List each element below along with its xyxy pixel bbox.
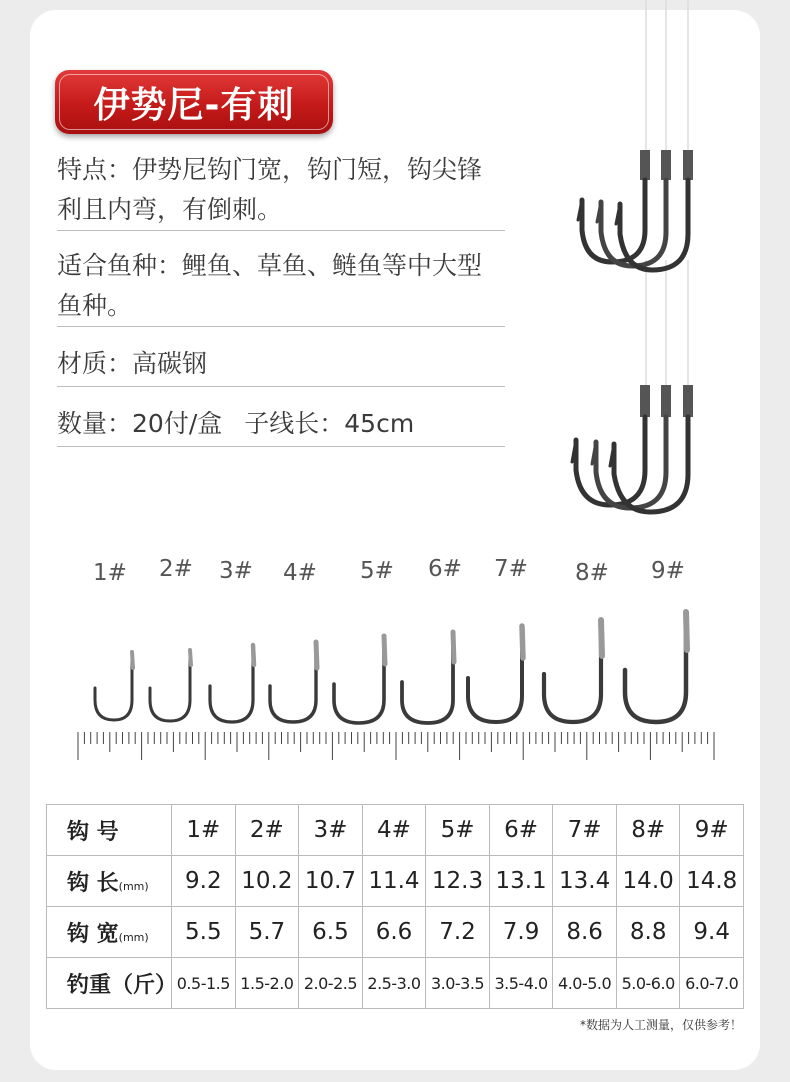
hook-icon: [597, 150, 671, 266]
hook-icon: [616, 150, 693, 270]
length-label: 钩 长(mm): [47, 856, 172, 907]
size-label: 8#: [575, 560, 609, 586]
product-title: 伊势尼-有刺: [93, 84, 295, 126]
table-cell: 1#: [172, 805, 236, 856]
material-label: 材质：: [57, 349, 133, 378]
table-cell: 7.2: [426, 907, 490, 958]
size-label: 1#: [93, 560, 127, 586]
table-cell: 6.6: [362, 907, 426, 958]
table-cell: 6.0-7.0: [680, 958, 744, 1009]
weight-label: 钓重（斤）: [47, 958, 172, 1009]
table-cell: 2#: [235, 805, 299, 856]
width-label: 钩 宽(mm): [47, 907, 172, 958]
hook-7-icon: [468, 626, 523, 722]
size-label: 5#: [360, 558, 394, 584]
hook-3-icon: [210, 645, 254, 722]
table-cell: 10.7: [299, 856, 363, 907]
hook-size-chart: [0, 600, 790, 775]
spec-material: [57, 344, 505, 387]
table-cell: 7.9: [489, 907, 553, 958]
table-cell: 8#: [616, 805, 680, 856]
hooks-product-image: [540, 0, 740, 540]
header-label: 钩 号: [47, 805, 172, 856]
table-cell: 5#: [426, 805, 490, 856]
fish-label: 适合鱼种：: [57, 251, 183, 280]
hook-9-icon: [625, 612, 687, 722]
spec-quantity: [57, 404, 505, 447]
table-cell: 13.4: [553, 856, 617, 907]
table-cell: 14.8: [680, 856, 744, 907]
fish-text: 鲤鱼、草鱼、鲢鱼等中大型鱼种。: [57, 251, 483, 320]
feature-text: 伊势尼钩门宽，钩门短，钩尖锋利且内弯，有倒刺。: [57, 155, 483, 224]
size-label: 4#: [283, 560, 317, 586]
hook-8-icon: [544, 620, 602, 722]
hook-2-icon: [150, 650, 191, 721]
table-cell: 3.5-4.0: [489, 958, 553, 1009]
table-cell: 8.6: [553, 907, 617, 958]
quantity-label: 数量：: [57, 409, 133, 438]
table-cell: 1.5-2.0: [235, 958, 299, 1009]
hook-icon: [578, 150, 650, 262]
feature-label: 特点：: [57, 155, 133, 184]
spec-feature: [57, 150, 505, 231]
table-cell: 2.0-2.5: [299, 958, 363, 1009]
hook-5-icon: [334, 636, 385, 723]
table-row: [47, 958, 744, 1009]
hook-icon: [610, 385, 693, 512]
table-row: [47, 907, 744, 958]
size-labels: [0, 552, 790, 592]
ruler: [78, 732, 714, 760]
title-badge: [55, 70, 333, 134]
hook-4-icon: [270, 642, 317, 722]
table-cell: 10.2: [235, 856, 299, 907]
footnote: *数据为人工测量，仅供参考！: [579, 1018, 742, 1032]
table-cell: 9.4: [680, 907, 744, 958]
table-cell: 11.4: [362, 856, 426, 907]
size-label: 3#: [219, 558, 253, 584]
table-cell: 3.0-3.5: [426, 958, 490, 1009]
table-cell: 6.5: [299, 907, 363, 958]
table-row: [47, 856, 744, 907]
size-label: 7#: [494, 556, 528, 582]
hook-icon: [572, 385, 650, 505]
table-cell: 6#: [489, 805, 553, 856]
hook-6-icon: [402, 632, 454, 723]
line-text: 45cm: [344, 409, 415, 438]
size-label: 9#: [651, 558, 685, 584]
table-cell: 2.5-3.0: [362, 958, 426, 1009]
table-cell: 4#: [362, 805, 426, 856]
size-label: 6#: [428, 556, 462, 582]
table-cell: 8.8: [616, 907, 680, 958]
size-label: 2#: [159, 556, 193, 582]
table-cell: 3#: [299, 805, 363, 856]
table-cell: 5.7: [235, 907, 299, 958]
spec-table: [46, 804, 744, 1009]
line-label: 子线长：: [244, 409, 345, 438]
table-cell: 7#: [553, 805, 617, 856]
table-cell: 14.0: [616, 856, 680, 907]
table-cell: 5.5: [172, 907, 236, 958]
hook-1-icon: [95, 652, 133, 720]
table-cell: 9#: [680, 805, 744, 856]
table-cell: 4.0-5.0: [553, 958, 617, 1009]
spec-fish: [57, 246, 505, 327]
table-cell: 5.0-6.0: [616, 958, 680, 1009]
table-cell: 12.3: [426, 856, 490, 907]
quantity-text: 20付/盒: [132, 409, 223, 438]
material-text: 高碳钢: [132, 349, 208, 378]
table-cell: 9.2: [172, 856, 236, 907]
table-cell: 13.1: [489, 856, 553, 907]
table-row: [47, 805, 744, 856]
table-cell: 0.5-1.5: [172, 958, 236, 1009]
hook-icon: [592, 385, 671, 508]
